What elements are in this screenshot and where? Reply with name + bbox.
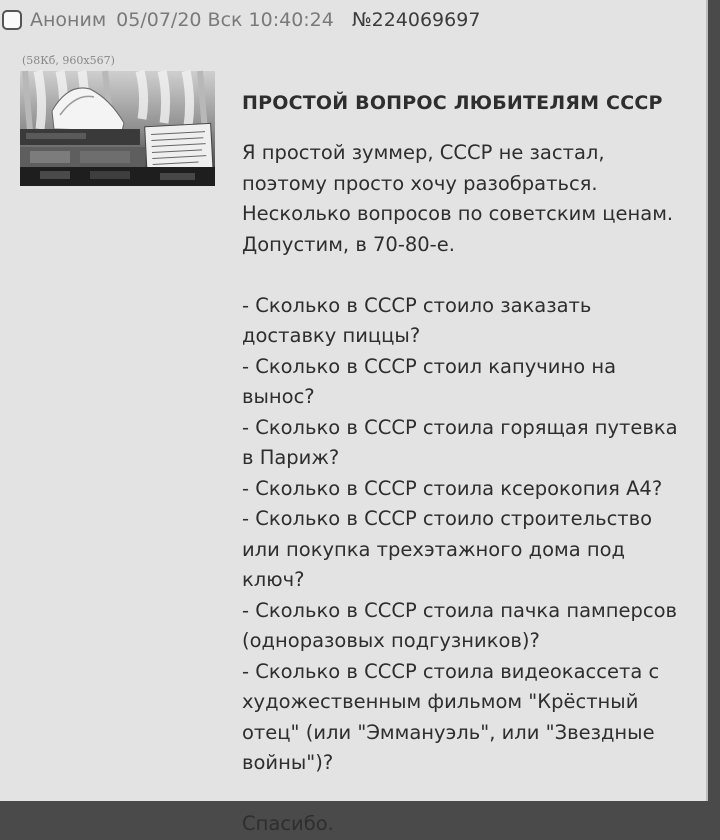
text-line: отец" (или "Эммануэль", или "Звездные bbox=[242, 720, 655, 744]
text-line: (одноразовых подгузников)? bbox=[242, 629, 540, 652]
text-line: Несколько вопросов по советским ценам. bbox=[242, 202, 674, 225]
text-line: войны")? bbox=[242, 751, 334, 774]
text-line: - Сколько в СССР стоила горящая путевка bbox=[242, 415, 678, 439]
post-author: Аноним bbox=[30, 9, 107, 31]
file-info[interactable]: (58Кб, 960x567) bbox=[22, 54, 115, 67]
text-line: - Сколько в СССР стоило заказать bbox=[242, 293, 592, 317]
post-datetime: 05/07/20 Вск 10:40:24 bbox=[116, 9, 334, 31]
text-line: - Сколько в СССР стоила видеокассета с bbox=[242, 659, 660, 683]
text-line: - Сколько в СССР стоила пачка памперсов bbox=[242, 598, 678, 622]
text-line: ключ? bbox=[242, 568, 305, 591]
text-line: - Сколько в СССР стоила ксерокопия А4? bbox=[242, 476, 663, 500]
text-line: Я простой зуммер, СССР не застал, bbox=[242, 141, 605, 164]
checkbox-icon[interactable] bbox=[2, 10, 22, 30]
text-line: - Сколько в СССР стоило строительство bbox=[242, 507, 653, 530]
text-line: поэтому просто хочу разобраться. bbox=[242, 171, 598, 195]
questions-paragraph bbox=[242, 291, 702, 779]
post-header bbox=[0, 6, 480, 34]
text-line: или покупка трехэтажного дома под bbox=[242, 537, 626, 561]
paragraph-gap bbox=[242, 779, 702, 810]
text-line: в Париж? bbox=[242, 446, 340, 469]
text-line: - Сколько в СССР стоил капучино на bbox=[242, 354, 617, 378]
intro-paragraph bbox=[242, 138, 702, 260]
text-line: Допустим, в 70-80-е. bbox=[242, 232, 455, 256]
text-line: доставку пиццы? bbox=[242, 324, 421, 347]
title-spacer bbox=[242, 120, 702, 138]
post-body bbox=[242, 86, 702, 840]
paragraph-gap bbox=[242, 260, 702, 291]
closing-text: Спасибо. bbox=[242, 812, 334, 835]
post-title: ПРОСТОЙ ВОПРОС ЛЮБИТЕЛЯМ СССР bbox=[242, 92, 663, 114]
post-number-link[interactable]: №224069697 bbox=[351, 9, 481, 31]
text-line: вынос? bbox=[242, 385, 315, 408]
post-thumbnail[interactable] bbox=[20, 71, 215, 186]
text-line: художественным фильмом "Крёстный bbox=[242, 690, 639, 713]
